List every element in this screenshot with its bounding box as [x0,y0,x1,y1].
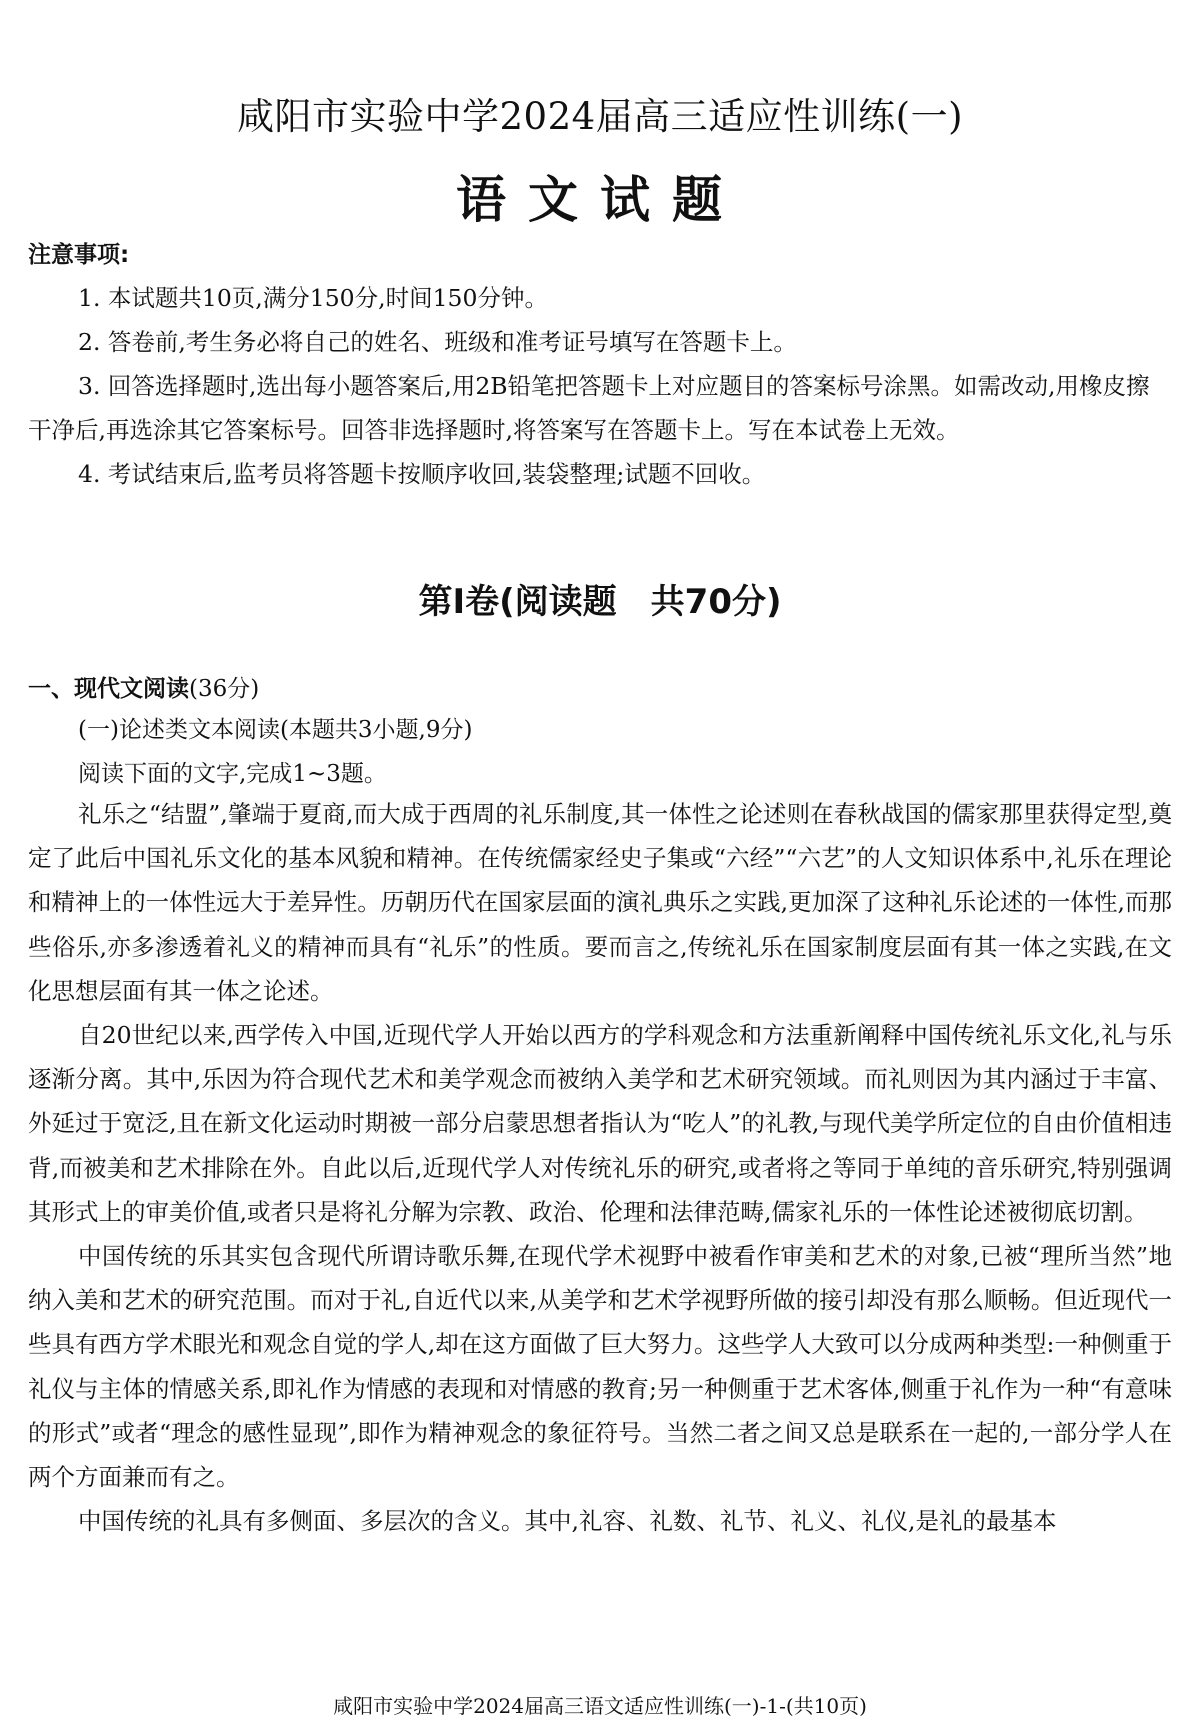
notice-item: 4. 考试结束后,监考员将答题卡按顺序收回,装袋整理;试题不回收。 [78,460,766,488]
part-heading: 第Ⅰ卷(阅读题 共70分) [418,582,782,622]
section-sub-lines [78,708,472,796]
subsection-heading: (一)论述类文本阅读(本题共3小题,9分) [78,717,473,743]
notice-item: 2. 答卷前,考生务必将自己的姓名、班级和准考证号填写在答题卡上。 [78,328,797,356]
reading-instruction: 阅读下面的文字,完成1~3题。 [78,761,387,787]
passage-paragraph: 自20世纪以来,西学传入中国,近现代学人开始以西方的学科观念和方法重新阐释中国传统礼乐文化,礼与乐逐渐分离。其中,乐因为符合现代艺术和美学观念而被纳入美学和艺术研究领域。而礼则因为其内涵过于丰富、外延过于宽泛,且在新文化运动时期被一部分启蒙思想者指认为“吃人”的礼教,与现代美学所定位的自由价值相违背,而被美和艺术排除在外。自此以后,近现代学人对传统礼乐的研究,或者将之等同于单纯的音乐研究,特别强调其形式上的审美价值,或者只是将礼分解为宗教、政治、伦理和法律范畴,儒家礼乐的一体性论述被彻底切割。 [28,1021,1172,1226]
passage-paragraph: 中国传统的乐其实包含现代所谓诗歌乐舞,在现代学术视野中被看作审美和艺术的对象,已被“理所当然”地纳入美和艺术的研究范围。而对于礼,自近代以来,从美学和艺术学视野所做的接引却没有那么顺畅。但近现代一些具有西方学术眼光和观念自觉的学人,却在这方面做了巨大努力。这些学人大致可以分成两种类型:一种侧重于礼仪与主体的情感关系,即礼作为情感的表现和对情感的教育;另一种侧重于艺术客体,侧重于礼作为一种“有意味的形式”或者“理念的感性显现”,即作为精神观念的象征符号。当然二者之间又总是联系在一起的,一部分学人在两个方面兼而有之。 [28,1242,1172,1492]
passage-paragraph: 中国传统的礼具有多侧面、多层次的含义。其中,礼容、礼数、礼节、礼义、礼仪,是礼的最基本 [78,1507,1057,1536]
section-heading-title: 一、现代文阅读 [28,676,189,702]
notice-list [28,276,1172,496]
section-heading-score: (36分) [189,676,260,702]
notice-heading: 注意事项: [28,242,130,268]
subject-title: 语文试题 [456,171,744,229]
notice-item: 3. 回答选择题时,选出每小题答案后,用2B铅笔把答题卡上对应题目的答案标号涂黑。如需改动,用橡皮擦干净后,再选涂其它答案标号。回答非选择题时,将答案写在答题卡上。写在本试卷上无效。 [28,372,1150,444]
section-heading [28,670,259,703]
notice-item: 1. 本试题共10页,满分150分,时间150分钟。 [78,284,548,312]
school-exam-title: 咸阳市实验中学2024届高三适应性训练(一) [236,95,964,138]
passage-paragraph: 礼乐之“结盟”,肇端于夏商,而大成于西周的礼乐制度,其一体性之论述则在春秋战国的儒家那里获得定型,奠定了此后中国礼乐文化的基本风貌和精神。在传统儒家经史子集或“六经”“六艺”的人文知识体系中,礼乐在理论和精神上的一体性远大于差异性。历朝历代在国家层面的演礼典乐之实践,更加深了这种礼乐论述的一体性,而那些俗乐,亦多渗透着礼义的精神而具有“礼乐”的性质。要而言之,传统礼乐在国家制度层面有其一体之实践,在文化思想层面有其一体之论述。 [28,800,1172,1005]
page-footer: 咸阳市实验中学2024届高三语文适应性训练(一)-1-(共10页) [333,1694,867,1718]
reading-passage [28,792,1172,1543]
